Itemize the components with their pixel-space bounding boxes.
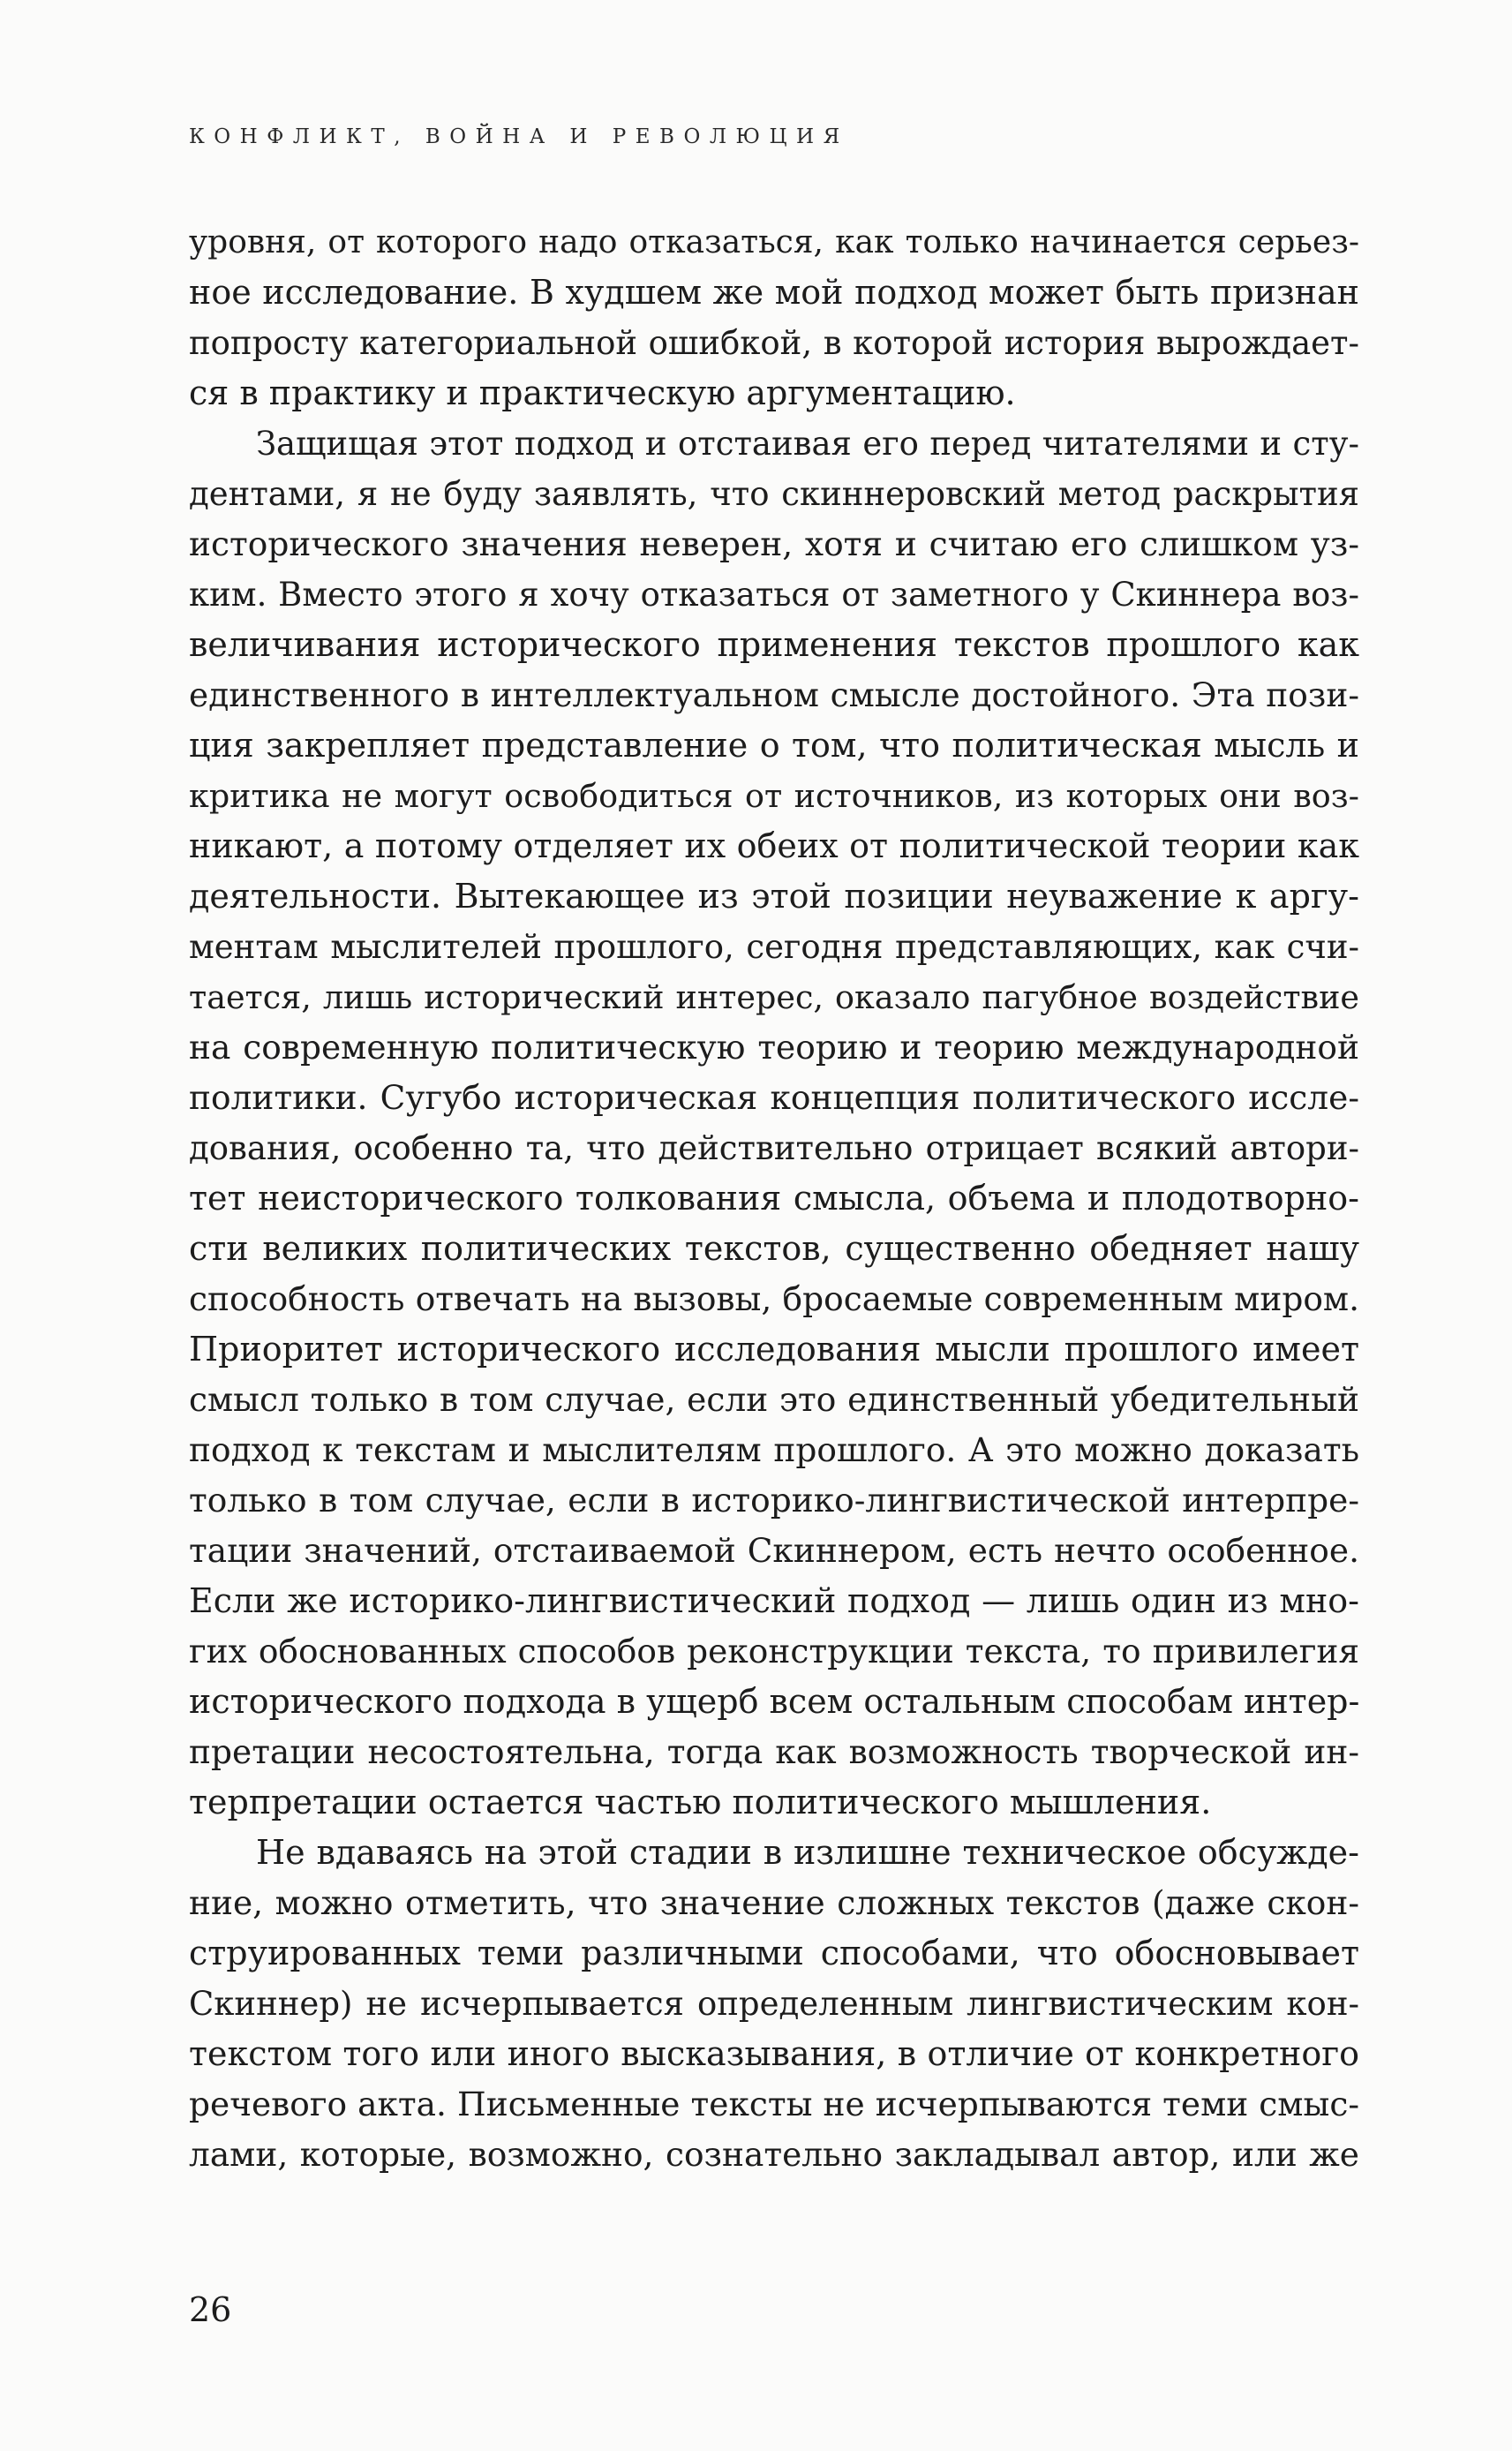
text-line: деятельности. Вытекающее из этой позиции неуважение к аргу- xyxy=(189,877,1359,916)
page-number: 26 xyxy=(189,2290,232,2329)
text-line: речевого акта. Письменные тексты не исчерпываются теми смыс- xyxy=(189,2085,1359,2123)
text-line: тается, лишь исторический интерес, оказало пагубное воздействие xyxy=(189,978,1359,1016)
text-line: сти великих политических текстов, существенно обедняет нашу xyxy=(189,1229,1359,1268)
paragraph xyxy=(189,1828,1359,2180)
paragraph xyxy=(189,217,1359,419)
text-line: Не вдаваясь на этой стадии в излишне техническое обсужде- xyxy=(256,1833,1359,1872)
text-line: ние, можно отметить, что значение сложных текстов (даже скон- xyxy=(189,1883,1359,1922)
running-head: КОНФЛИКТ, ВОЙНА И РЕВОЛЮЦИЯ xyxy=(189,125,849,148)
text-line: исторического подхода в ущерб всем остальным способам интер- xyxy=(189,1682,1360,1721)
text-line: претации несостоятельна, тогда как возможность творческой ин- xyxy=(189,1732,1359,1771)
text-line: только в том случае, если в историко-лингвистической интерпре- xyxy=(189,1481,1359,1520)
text-line: дования, особенно та, что действительно отрицает всякий автори- xyxy=(189,1129,1359,1167)
text-line: политики. Сугубо историческая концепция политического иссле- xyxy=(189,1078,1359,1117)
text-line: величивания исторического применения текстов прошлого как xyxy=(189,625,1359,664)
text-line: дентами, я не буду заявлять, что скиннеровский метод раскрытия xyxy=(189,475,1359,513)
text-line: попросту категориальной ошибкой, в которой история вырождает- xyxy=(189,324,1359,362)
text-line: ким. Вместо этого я хочу отказаться от заметного у Скиннера воз- xyxy=(189,576,1359,614)
text-line: терпретации остается частью политического мышления. xyxy=(189,1783,1212,1821)
text-line: ментам мыслителей прошлого, сегодня представляющих, как счи- xyxy=(189,928,1359,966)
body-text xyxy=(189,217,1359,2180)
text-line: уровня, от которого надо отказаться, как только начинается серьез- xyxy=(189,224,1359,260)
text-line: лами, которые, возможно, сознательно закладывал автор, или же xyxy=(189,2135,1359,2174)
text-line: способность отвечать на вызовы, бросаемые современным миром. xyxy=(189,1279,1359,1318)
text-line: Защищая этот подход и отстаивая его перед читателями и сту- xyxy=(256,425,1359,463)
text-line: подход к текстам и мыслителям прошлого. А это можно доказать xyxy=(189,1430,1359,1469)
text-line: смысл только в том случае, если это единственный убедительный xyxy=(189,1380,1359,1419)
text-line: единственного в интеллектуальном смысле достойного. Эта пози- xyxy=(189,675,1359,714)
text-line: текстом того или иного высказывания, в отличие от конкретного xyxy=(189,2034,1359,2073)
text-line: Если же историко-лингвистический подход — лишь один из мно- xyxy=(189,1581,1359,1620)
paragraph xyxy=(189,419,1359,1828)
text-line: тации значений, отстаиваемой Скиннером, есть нечто особенное. xyxy=(189,1531,1359,1570)
text-line: на современную политическую теорию и теорию международной xyxy=(189,1028,1359,1067)
text-line: исторического значения неверен, хотя и считаю его слишком уз- xyxy=(189,524,1359,563)
text-line: Приоритет исторического исследования мысли прошлого имеет xyxy=(189,1330,1359,1369)
text-line: критика не могут освободиться от источников, из которых они воз- xyxy=(189,777,1359,815)
text-line: тет неисторического толкования смысла, объема и плодотворно- xyxy=(189,1179,1359,1218)
text-line: гих обоснованных способов реконструкции текста, то привилегия xyxy=(189,1632,1359,1670)
text-line: струированных теми различными способами, что обосновывает xyxy=(189,1934,1359,1972)
text-line: ция закрепляет представление о том, что политическая мысль и xyxy=(189,726,1359,765)
text-line: никают, а потому отделяет их обеих от политической теории как xyxy=(189,826,1359,865)
text-line: ное исследование. В худшем же мой подход может быть признан xyxy=(189,273,1359,312)
text-line: ся в практику и практическую аргументацию. xyxy=(189,373,1016,412)
text-line: Скиннер) не исчерпывается определенным лингвистическим кон- xyxy=(189,1985,1359,2023)
